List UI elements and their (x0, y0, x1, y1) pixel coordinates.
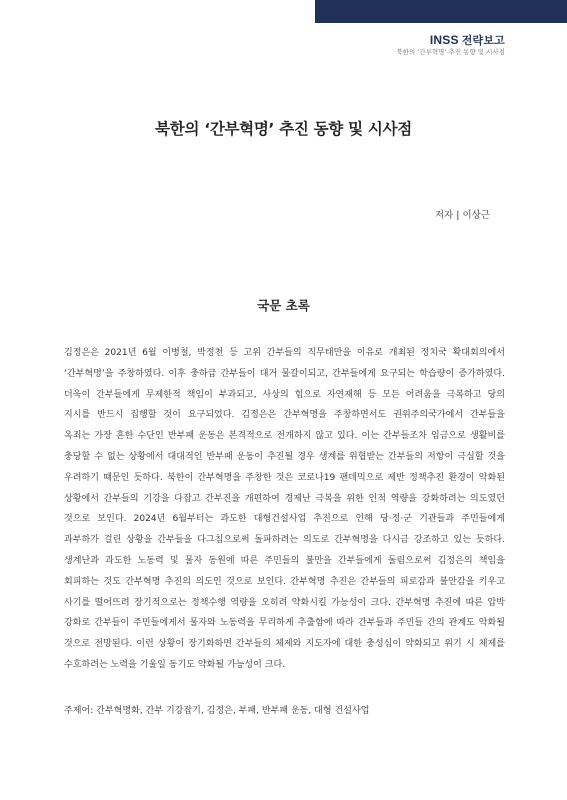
author-line: 저자 | 이상근 (434, 210, 490, 221)
abstract-line: 것으로 보인다. 2024년 6월부터는 과도한 대형건설사업 추진으로 인해 당·정·군 기관들과 주민들에게 (64, 514, 505, 525)
running-header-title: 북한의 ‘간부혁명’ 추진 동향 및 시사점 (396, 48, 505, 56)
document-title: 북한의 ‘간부혁명’ 추진 동향 및 시사점 (155, 120, 412, 138)
abstract-body (64, 343, 505, 676)
brand-series: 전략보고 (461, 35, 505, 47)
abstract-line: 생계난과 과도한 노동력 및 물자 동원에 따른 주민들의 불만을 간부들에게 돌림으로써 김정은의 책임을 (64, 555, 505, 566)
abstract-line: 옥죄는 가장 흔한 수단인 반부패 운동은 본격적으로 전개하지 않고 있다. 이는 간부들조차 임금으로 생활비를 (64, 431, 505, 442)
abstract-line: 지시를 반드시 집행할 것이 요구되었다. 김정은은 간부혁명을 주창하면서도 권위주의국가에서 간부들을 (64, 410, 505, 421)
abstract-line: 충당할 수 없는 상황에서 대대적인 반부패 운동이 추진될 경우 생계를 위협받는 간부들의 저항이 극심할 것을 (64, 451, 505, 462)
keywords-line: 주제어: 간부혁명화, 간부 기강잡기, 김정은, 부패, 반부패 운동, 대형 건설사업 (64, 706, 370, 716)
abstract-line: 김정은은 2021년 6월 이병철, 박정천 등 고위 간부들의 직무태만을 이유로 개최된 정치국 확대회의에서 (64, 348, 505, 358)
abstract-heading: 국문 초록 (257, 298, 310, 313)
abstract-line: 상황에서 간부들의 기강을 다잡고 간부진을 개편하여 경제난 극복을 위한 인적 역량을 강화하려는 의도였던 (64, 493, 505, 504)
abstract-line: 과부하가 걸린 상황을 간부들을 다그침으로써 돌파하려는 의도로 간부혁명을 다시금 강조하고 있는 듯하다. (64, 535, 505, 546)
abstract-line: 우려하기 때문인 듯하다. 북한이 간부혁명을 주창한 것은 코로나19 팬데믹으로 제반 정책추진 환경이 악화된 (64, 472, 505, 483)
abstract-line: 회피하는 것도 간부혁명 추진의 의도인 것으로 보인다. 간부혁명 추진은 간부들의 피로감과 불안감을 키우고 (64, 576, 505, 587)
publication-brand (430, 32, 505, 48)
brand-name: INSS (429, 33, 459, 47)
abstract-line: 수호하려는 노력을 기울일 동기도 약화될 가능성이 크다. (64, 659, 286, 670)
abstract-line: ‘간부혁명’을 주창하였다. 이후 충하급 간부들이 대거 물갈이되고, 간부들에게 요구되는 학습량이 증가하였다. (64, 368, 505, 379)
header-accent-bar (315, 0, 567, 23)
abstract-line: 더욱이 간부들에게 무제한적 책임이 부과되고, 사상의 힘으로 자연재해 등 모든 어려움을 극복하고 당의 (64, 389, 505, 400)
abstract-line: 강화로 간부들이 주민들에게서 물자와 노동력을 무리하게 추출함에 따라 간부들과 주민들 간의 관계도 악화될 (64, 618, 505, 629)
abstract-line: 것으로 전망된다. 이런 상황이 장기화하면 간부들의 체제와 지도자에 대한 충성심이 약화되고 위기 시 체제를 (64, 639, 505, 650)
abstract-line: 사기를 떨어뜨려 장기적으로는 정책수행 역량을 오히려 약화시킬 가능성이 크다. 간부혁명 추진에 따른 압박 (64, 597, 505, 608)
